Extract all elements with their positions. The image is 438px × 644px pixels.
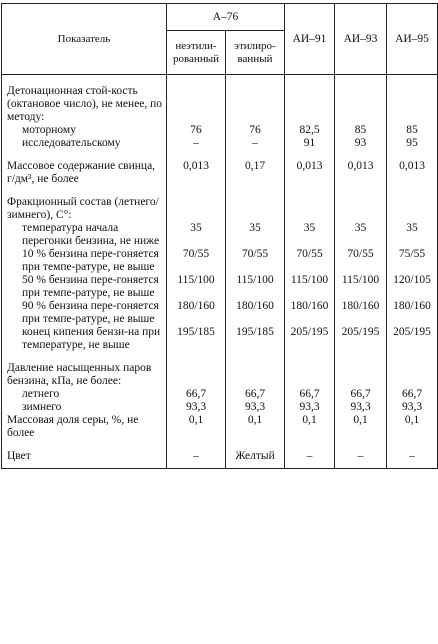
row-value [167, 196, 226, 222]
table-row [2, 326, 438, 352]
header-parameter: Показатель [2, 4, 167, 75]
row-value: 95 [387, 137, 438, 150]
row-value: 70/55 [285, 248, 335, 274]
row-value: 0,1 [335, 414, 387, 440]
row-value: 205/195 [387, 326, 438, 352]
row-value: 70/55 [335, 248, 387, 274]
table-row [2, 450, 438, 463]
row-value [387, 85, 438, 124]
row-label: Детонационная стой-кость (октановое число), не менее, по методу: [2, 85, 167, 124]
header-leaded: этилиро-ванный [226, 31, 285, 75]
header-unleaded: неэтили-рованный [167, 31, 226, 75]
row-value: 205/195 [335, 326, 387, 352]
row-value: 66,7 [285, 388, 335, 401]
row-label: моторному [2, 124, 167, 137]
row-value: 0,1 [167, 414, 226, 440]
row-value: 75/55 [387, 248, 438, 274]
table-row [2, 196, 438, 222]
header-a76: А–76 [167, 4, 285, 31]
row-value [387, 196, 438, 222]
table-header [2, 4, 438, 75]
table-row [2, 414, 438, 440]
table-row [2, 300, 438, 326]
table-row [2, 85, 438, 124]
row-value [226, 85, 285, 124]
row-value: 66,7 [226, 388, 285, 401]
row-value: 93 [335, 137, 387, 150]
row-value: 66,7 [167, 388, 226, 401]
row-value: 0,013 [167, 160, 226, 186]
header-ai91: АИ–91 [285, 4, 335, 75]
row-value [335, 196, 387, 222]
row-value: 115/100 [285, 274, 335, 300]
row-value [285, 85, 335, 124]
row-value [226, 196, 285, 222]
row-label: Массовая доля серы, %, не более [2, 414, 167, 440]
row-value: 66,7 [335, 388, 387, 401]
table-row [2, 274, 438, 300]
spacer-row [2, 186, 438, 196]
row-label: 50 % бензина пере-гоняется при темпе-ратуре, не выше [2, 274, 167, 300]
table-row [2, 248, 438, 274]
row-value [285, 362, 335, 388]
row-value: 180/160 [285, 300, 335, 326]
row-value [226, 362, 285, 388]
row-value: 82,5 [285, 124, 335, 137]
row-value: 0,013 [387, 160, 438, 186]
row-value: – [167, 450, 226, 463]
row-value: – [167, 137, 226, 150]
row-value: 76 [226, 124, 285, 137]
table-row [2, 124, 438, 137]
row-value: 35 [387, 222, 438, 248]
row-value: 93,3 [335, 401, 387, 414]
spacer-row [2, 150, 438, 160]
row-label: Фракционный состав (летнего/зимнего), С°: [2, 196, 167, 222]
row-value: – [226, 137, 285, 150]
row-value [285, 196, 335, 222]
row-value [335, 362, 387, 388]
table-row [2, 401, 438, 414]
table-body [2, 75, 438, 464]
header-ai95: АИ–95 [387, 4, 438, 75]
table-footer [2, 463, 438, 469]
row-value: 93,3 [226, 401, 285, 414]
row-value: 205/195 [285, 326, 335, 352]
row-value: 0,1 [285, 414, 335, 440]
row-value: 91 [285, 137, 335, 150]
row-label: исследовательскому [2, 137, 167, 150]
table-row [2, 222, 438, 248]
row-value [335, 85, 387, 124]
row-value: 115/100 [226, 274, 285, 300]
row-label: температура начала перегонки бензина, не ниже [2, 222, 167, 248]
row-value: 0,013 [285, 160, 335, 186]
row-value [387, 362, 438, 388]
row-label: 90 % бензина пере-гоняется при темпе-ратуре, не выше [2, 300, 167, 326]
row-value: 93,3 [285, 401, 335, 414]
row-value: 115/100 [167, 274, 226, 300]
row-value: 0,1 [226, 414, 285, 440]
table-row [2, 388, 438, 401]
row-label: Давление насыщенных паров бензина, кПа, не более: [2, 362, 167, 388]
row-label: Цвет [2, 450, 167, 463]
table-row [2, 137, 438, 150]
row-value: 180/160 [167, 300, 226, 326]
spacer-row [2, 75, 438, 86]
row-label: зимнего [2, 401, 167, 414]
header-ai93: АИ–93 [335, 4, 387, 75]
row-value: 76 [167, 124, 226, 137]
row-value: 93,3 [167, 401, 226, 414]
row-value: 85 [335, 124, 387, 137]
row-label: Массовое содержание свинца, г/дм³, не более [2, 160, 167, 186]
row-value: 85 [387, 124, 438, 137]
row-value: Желтый [226, 450, 285, 463]
table-row [2, 362, 438, 388]
row-value: 195/185 [167, 326, 226, 352]
row-value: 35 [285, 222, 335, 248]
row-value: 0,013 [335, 160, 387, 186]
row-label: 10 % бензина пере-гоняется при темпе-ратуре, не выше [2, 248, 167, 274]
row-value: 93,3 [387, 401, 438, 414]
row-value: – [285, 450, 335, 463]
spacer-row [2, 440, 438, 450]
row-value [167, 362, 226, 388]
row-value: 66,7 [387, 388, 438, 401]
row-value: 70/55 [226, 248, 285, 274]
row-value: 180/160 [335, 300, 387, 326]
row-value: 70/55 [167, 248, 226, 274]
row-label: летнего [2, 388, 167, 401]
row-value: 180/160 [387, 300, 438, 326]
row-value [167, 85, 226, 124]
gasoline-spec-table [1, 3, 438, 469]
row-label: конец кипения бензи-на при температуре, не выше [2, 326, 167, 352]
spacer-row [2, 352, 438, 362]
row-value: – [335, 450, 387, 463]
row-value: 180/160 [226, 300, 285, 326]
row-value: 115/100 [335, 274, 387, 300]
row-value: 35 [167, 222, 226, 248]
row-value: 0,17 [226, 160, 285, 186]
row-value: – [387, 450, 438, 463]
row-value: 35 [226, 222, 285, 248]
row-value: 35 [335, 222, 387, 248]
row-value: 0,1 [387, 414, 438, 440]
table-row [2, 160, 438, 186]
row-value: 120/105 [387, 274, 438, 300]
row-value: 195/185 [226, 326, 285, 352]
